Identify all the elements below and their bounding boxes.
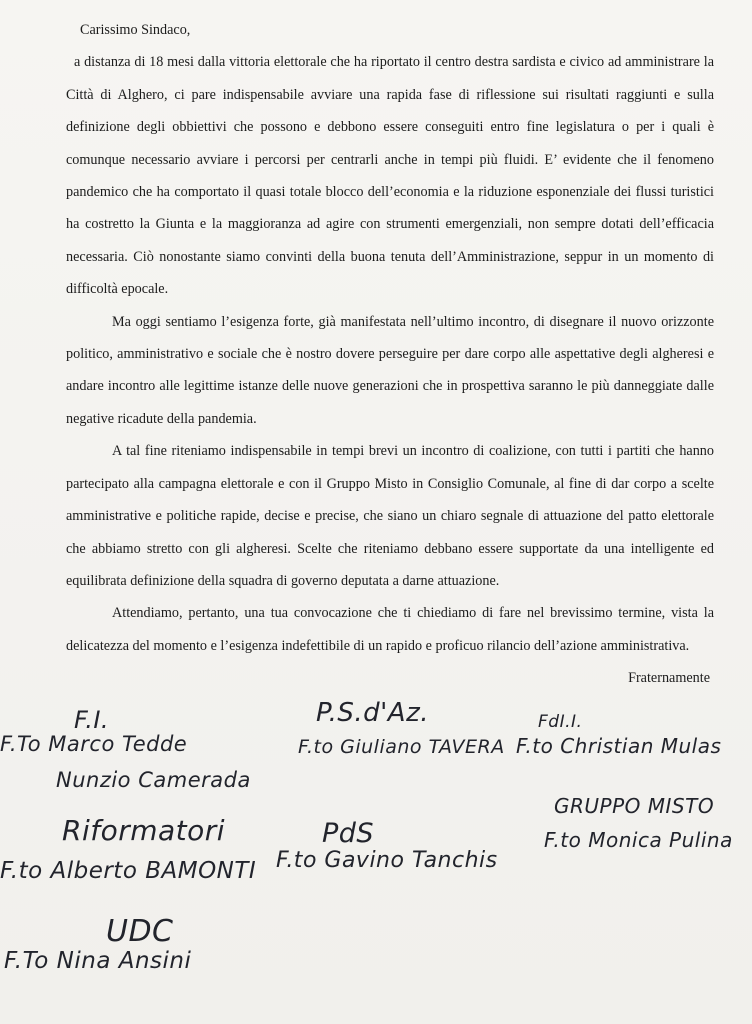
signature-udc: F.To Nina Ansini [4,948,192,974]
salutation: Carissimo Sindaco, [80,22,191,38]
signature-misto: F.to Monica Pulina [544,828,733,852]
signature-fdi: F.to Christian Mulas [516,734,722,758]
signature-psdaz-party: P.S.d'Az. [316,698,429,728]
letter-body [66,14,714,695]
signature-psdaz: F.to Giuliano TAVERA [298,736,505,758]
signature-fi-1: F.To Marco Tedde [0,732,188,756]
paragraph-1: a distanza di 18 mesi dalla vittoria elettorale che ha riportato il centro destra sardista e civico ad amministrare la Città di Alghero, ci pare indispensabile avviare una rapida fase di riflessione sui risultati raggiunti e sulla definizione degli obbiettivi che possono e debbono essere conseguiti entro fine legislatura o per i quali è comunque necessario avviare i percorsi per centrarli anche in tempi più fluidi. E’ evidente che il fenomeno pandemico che ha comportato il quasi totale blocco dell’economia e la riduzione esponenziale dei flussi turistici ha costretto la Giunta e la maggioranza ad agire con strumenti emergenziali, non sempre dotati dell’efficacia necessaria. Ciò nonostante siamo convinti della buona tenuta dell’Amministrazione, seppur in un momento di difficoltà epocale. [66,54,714,298]
signature-pds: F.to Gavino Tanchis [276,848,498,873]
signature-fi-party: F.I. [74,706,110,734]
paragraph-2: Ma oggi sentiamo l’esigenza forte, già manifestata nell’ultimo incontro, di disegnare il nuovo orizzonte politico, amministrativo e sociale che è nostro dovere perseguire per dare corpo alle aspettative degli algheresi e andare incontro alle legittime istanze delle nuove generazioni che in prospettiva saranno le più danneggiate dalle negative ricadute della pandemia. [66,313,714,427]
signature-riformatori: F.to Alberto BAMONTI [0,858,257,884]
signature-fi-2: Nunzio Camerada [56,768,251,792]
signature-fdi-party: FdI.I. [538,712,583,732]
signature-udc-party: UDC [106,914,174,949]
signature-riformatori-party: Riformatori [62,814,226,847]
signature-pds-party: PdS [322,818,375,849]
paragraph-4: Attendiamo, pertanto, una tua convocazione che ti chiediamo di fare nel brevissimo termine, vista la delicatezza del momento e l’esigenza indefettibile di un rapido e proficuo rilancio dell’azione amministrativa. [66,605,714,654]
signature-misto-party: GRUPPO MISTO [554,794,715,818]
closing: Fraternamente [628,670,710,687]
paragraph-3: A tal fine riteniamo indispensabile in tempi brevi un incontro di coalizione, con tutti i partiti che hanno partecipato alla campagna elettorale e con il Gruppo Misto in Consiglio Comunale, al fine di dar corpo a scelte amministrative e politiche rapide, decise e precise, che siano un chiaro segnale di attuazione del patto elettorale che abbiamo stretto con gli algheresi. Scelte che riteniamo debbano essere supportate da una intelligente ed equilibrata definizione della squadra di governo deputata a darne attuazione. [66,443,714,589]
